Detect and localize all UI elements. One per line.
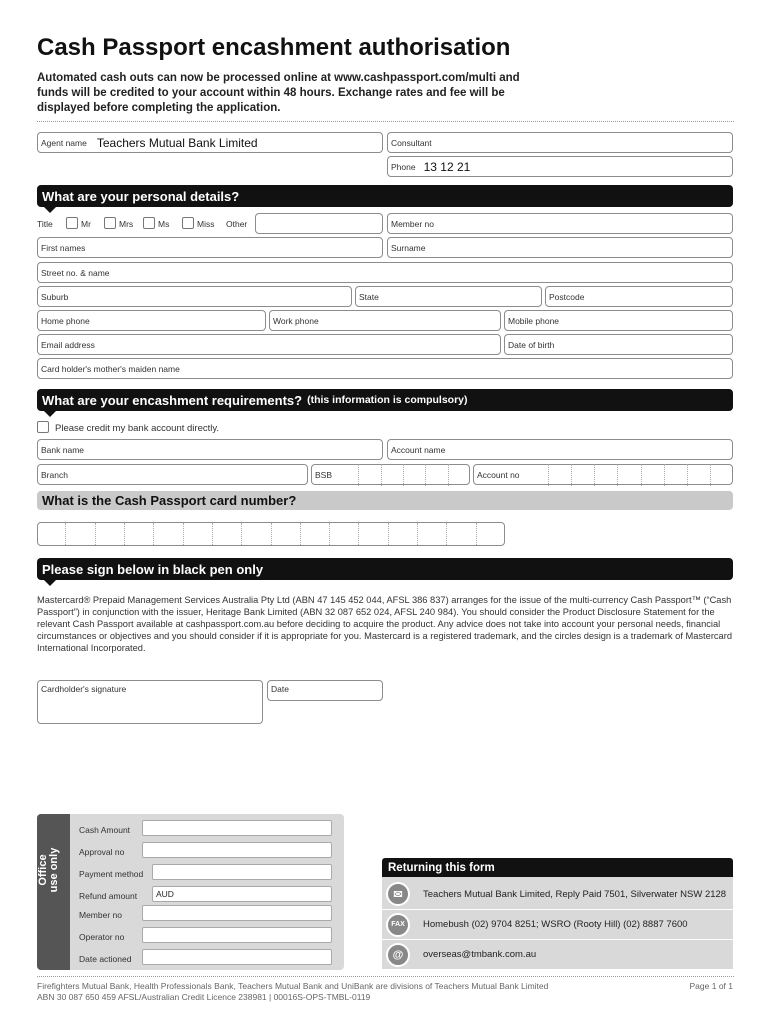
- intro-text: Automated cash outs can now be processed online at www.cashpassport.com/multi and funds will be credited to your account within 48 hours. Exchange rates and fee will be displayed before completing the application.: [37, 72, 520, 114]
- disclaimer: Mastercard® Prepaid Management Services Australia Pty Ltd (ABN 47 145 452 044, AFSL 386 837) arranges for the issue of the multi-currency Cash Passport™ (“Cash Passport”) in conjunction with the issuer, Heritage Bank Limited (ABN 32 087 652 024, AFSL 240 984). You should consider the Product Disclosure Statement for the relevant Cash Passport available at cashpassport.com.au before deciding to acquire the product. Any advice does not take into account your personal needs, financial circumstances or objectives and you should consider if it is appropriate for you. Mastercard is a registered trademark, and the circles design is a trademark of Mastercard International Incorporated.: [37, 595, 732, 653]
- state-field[interactable]: State: [355, 286, 542, 307]
- account-no-cells: [526, 464, 733, 486]
- bank-name-field[interactable]: Bank name: [37, 439, 383, 460]
- account-no-field[interactable]: Account no: [473, 464, 733, 485]
- divider: [37, 976, 734, 977]
- title-miss-checkbox[interactable]: [182, 217, 194, 229]
- mobile-phone-field[interactable]: Mobile phone: [504, 310, 733, 331]
- agent-name-field[interactable]: Agent name Teachers Mutual Bank Limited: [37, 132, 383, 153]
- signature-field[interactable]: Cardholder's signature: [37, 680, 263, 724]
- operator-no-label: Operator no: [79, 932, 125, 942]
- title-other-label: Other: [226, 219, 248, 229]
- date-actioned-label: Date actioned: [79, 954, 132, 964]
- work-phone-field[interactable]: Work phone: [269, 310, 501, 331]
- refund-amount-label: Refund amount: [79, 891, 138, 901]
- branch-field[interactable]: Branch: [37, 464, 308, 485]
- street-field[interactable]: Street no. & name: [37, 262, 733, 283]
- envelope-icon: ✉: [386, 882, 410, 906]
- cash-amount-field[interactable]: [142, 820, 332, 836]
- payment-method-field[interactable]: [152, 864, 332, 880]
- notch: [44, 207, 56, 213]
- suburb-field[interactable]: Suburb: [37, 286, 352, 307]
- title-miss-label: Miss: [197, 219, 215, 229]
- member-no-field[interactable]: Member no: [387, 213, 733, 234]
- first-names-field[interactable]: First names: [37, 237, 383, 258]
- encashment-heading: What are your encashment requirements? (this information is compulsory): [37, 389, 733, 411]
- approval-no-label: Approval no: [79, 847, 125, 857]
- notch: [44, 411, 56, 417]
- title-ms-checkbox[interactable]: [143, 217, 155, 229]
- refund-amount-field[interactable]: AUD: [152, 886, 332, 902]
- return-mail-row: ✉ Teachers Mutual Bank Limited, Reply Paid 7501, Silverwater NSW 2128: [382, 879, 733, 909]
- title-mrs-checkbox[interactable]: [104, 217, 116, 229]
- sign-heading: Please sign below in black pen only: [37, 558, 733, 580]
- returning-heading: Returning this form: [382, 858, 733, 877]
- office-member-no-label: Member no: [79, 910, 122, 920]
- cash-amount-label: Cash Amount: [79, 825, 131, 835]
- personal-heading: What are your personal details?: [37, 185, 733, 207]
- return-fax-row: FAX Homebush (02) 9704 8251; WSRO (Rooty Hill) (02) 8887 7600: [382, 909, 733, 939]
- phone-field[interactable]: Phone 13 12 21: [387, 156, 733, 177]
- account-name-field[interactable]: Account name: [387, 439, 733, 460]
- surname-field[interactable]: Surname: [387, 237, 733, 258]
- title-mrs-label: Mrs: [119, 219, 134, 229]
- operator-no-field[interactable]: [142, 927, 332, 943]
- date-field[interactable]: Date: [267, 680, 383, 701]
- dob-field[interactable]: Date of birth: [504, 334, 733, 355]
- office-use-label: Office use only: [37, 847, 60, 893]
- page-title: Cash Passport encashment authorisation: [37, 34, 511, 61]
- credit-account-checkbox[interactable]: [37, 421, 49, 433]
- card-number-cells: [37, 523, 505, 545]
- notch: [44, 580, 56, 586]
- divider: [37, 121, 734, 122]
- return-email-row: @ overseas@tmbank.com.au: [382, 939, 733, 969]
- title-label: Title: [37, 219, 53, 229]
- title-other-field[interactable]: [255, 213, 383, 234]
- maiden-name-field[interactable]: Card holder's mother's maiden name: [37, 358, 733, 379]
- footer: Firefighters Mutual Bank, Health Professionals Bank, Teachers Mutual Bank and UniBank are divisions of Teachers Mutual Bank Limited ABN 30 087 650 459 AFSL/Australian Credit Licence 238981 | 00016S-OPS-TMBL-0119: [37, 981, 549, 1002]
- credit-account-label: Please credit my bank account directly.: [55, 423, 220, 434]
- postcode-field[interactable]: Postcode: [545, 286, 733, 307]
- email-field[interactable]: Email address: [37, 334, 501, 355]
- title-ms-label: Ms: [158, 219, 170, 229]
- approval-no-field[interactable]: [142, 842, 332, 858]
- page-number: Page 1 of 1: [689, 981, 733, 991]
- bsb-cells: [337, 464, 470, 486]
- title-mr-checkbox[interactable]: [66, 217, 78, 229]
- home-phone-field[interactable]: Home phone: [37, 310, 266, 331]
- payment-method-label: Payment method: [79, 869, 144, 879]
- fax-icon: FAX: [386, 913, 410, 937]
- card-heading: What is the Cash Passport card number?: [37, 491, 733, 510]
- at-sign-icon: @: [386, 943, 410, 967]
- bsb-field[interactable]: BSB: [311, 464, 470, 485]
- consultant-field[interactable]: Consultant: [387, 132, 733, 153]
- title-mr-label: Mr: [81, 219, 91, 229]
- office-member-no-field[interactable]: [142, 905, 332, 921]
- date-actioned-field[interactable]: [142, 949, 332, 965]
